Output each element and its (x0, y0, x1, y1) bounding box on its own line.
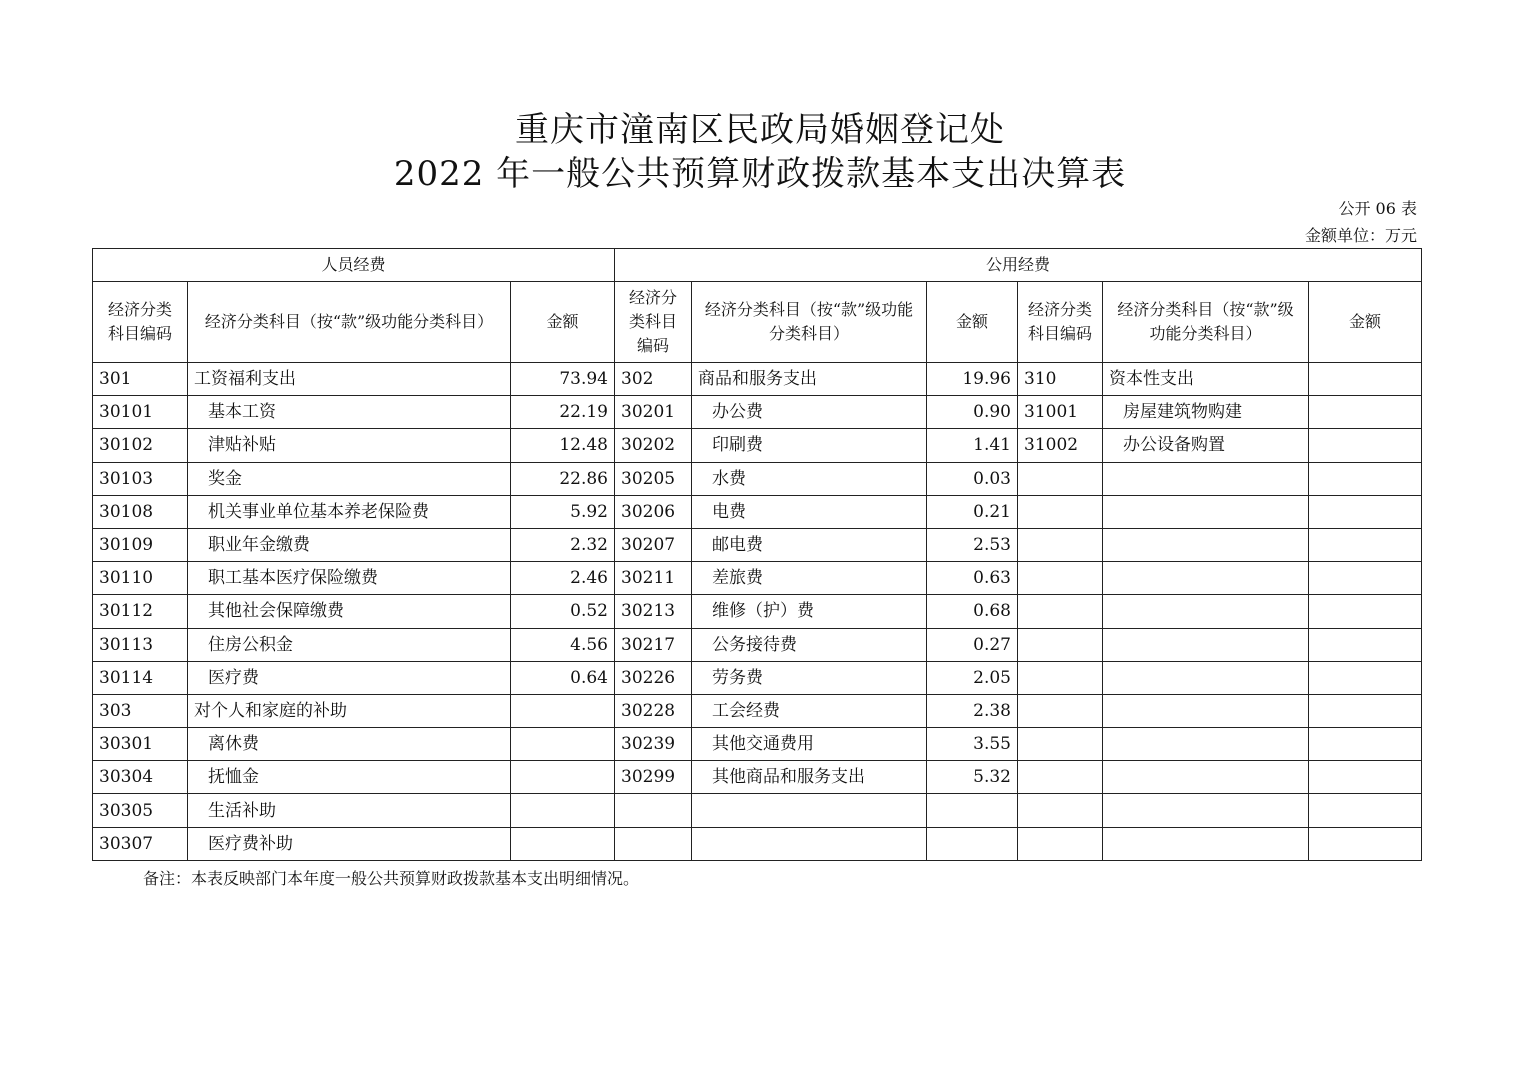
cell-code: 30101 (93, 396, 188, 429)
cell-amount (1309, 363, 1422, 396)
cell-name: 其他交通费用 (692, 728, 927, 761)
cell-amount (1309, 396, 1422, 429)
cell-code: 30112 (93, 595, 188, 628)
cell-amount: 3.55 (927, 728, 1018, 761)
table-row (93, 794, 1422, 827)
cell-code: 30110 (93, 562, 188, 595)
cell-code (1018, 495, 1103, 528)
cell-code: 30103 (93, 462, 188, 495)
cell-name (1103, 761, 1309, 794)
cell-amount: 0.68 (927, 595, 1018, 628)
cell-amount: 22.86 (511, 462, 615, 495)
cell-amount: 12.48 (511, 429, 615, 462)
amount-unit: 金额单位：万元 (1304, 226, 1417, 245)
table-row (93, 562, 1422, 595)
cell-amount: 5.32 (927, 761, 1018, 794)
cell-name: 房屋建筑物购建 (1103, 396, 1309, 429)
cell-amount (1309, 562, 1422, 595)
cell-code (1018, 595, 1103, 628)
cell-code: 31001 (1018, 396, 1103, 429)
cell-amount (511, 827, 615, 860)
header-name: 经济分类科目（按“款”级功能分类科目） (188, 282, 511, 363)
cell-code: 30202 (615, 429, 692, 462)
cell-name (1103, 595, 1309, 628)
cell-amount: 5.92 (511, 495, 615, 528)
cell-code (1018, 827, 1103, 860)
cell-amount (511, 794, 615, 827)
cell-code: 303 (93, 694, 188, 727)
cell-code (1018, 794, 1103, 827)
cell-code: 30299 (615, 761, 692, 794)
cell-name: 资本性支出 (1103, 363, 1309, 396)
cell-amount: 2.46 (511, 562, 615, 595)
header-code: 经济分类科目编码 (615, 282, 692, 363)
header-amount: 金额 (511, 282, 615, 363)
cell-name: 差旅费 (692, 562, 927, 595)
group-public: 公用经费 (615, 249, 1422, 282)
cell-code: 30102 (93, 429, 188, 462)
cell-name: 印刷费 (692, 429, 927, 462)
cell-name: 水费 (692, 462, 927, 495)
cell-code: 30109 (93, 528, 188, 561)
cell-amount (1309, 728, 1422, 761)
cell-amount (1309, 429, 1422, 462)
cell-name: 职业年金缴费 (188, 528, 511, 561)
table-row (93, 363, 1422, 396)
cell-name: 住房公积金 (188, 628, 511, 661)
header-name: 经济分类科目（按“款”级功能分类科目） (692, 282, 927, 363)
cell-code: 30217 (615, 628, 692, 661)
cell-name: 办公费 (692, 396, 927, 429)
cell-code: 30108 (93, 495, 188, 528)
cell-code (1018, 661, 1103, 694)
cell-code (1018, 562, 1103, 595)
cell-name (1103, 462, 1309, 495)
cell-name (1103, 827, 1309, 860)
header-name: 经济分类科目（按“款”级功能分类科目） (1103, 282, 1309, 363)
table-row (93, 595, 1422, 628)
cell-amount: 0.52 (511, 595, 615, 628)
cell-name: 职工基本医疗保险缴费 (188, 562, 511, 595)
cell-name (1103, 694, 1309, 727)
cell-amount (1309, 661, 1422, 694)
cell-amount: 0.64 (511, 661, 615, 694)
cell-name: 商品和服务支出 (692, 363, 927, 396)
cell-amount (1309, 761, 1422, 794)
cell-amount (1309, 462, 1422, 495)
cell-name: 工资福利支出 (188, 363, 511, 396)
header-code: 经济分类科目编码 (93, 282, 188, 363)
cell-code (1018, 462, 1103, 495)
cell-code: 30304 (93, 761, 188, 794)
cell-name: 基本工资 (188, 396, 511, 429)
table-row (93, 761, 1422, 794)
cell-amount: 19.96 (927, 363, 1018, 396)
column-header-row (93, 282, 1422, 363)
header-amount: 金额 (1309, 282, 1422, 363)
cell-name: 对个人和家庭的补助 (188, 694, 511, 727)
cell-amount: 2.38 (927, 694, 1018, 727)
cell-name (1103, 495, 1309, 528)
cell-name: 离休费 (188, 728, 511, 761)
cell-amount (511, 761, 615, 794)
table-row (93, 628, 1422, 661)
cell-code (1018, 728, 1103, 761)
cell-amount: 2.53 (927, 528, 1018, 561)
page-title-line2: 2022 年一般公共预算财政拨款基本支出决算表 (393, 154, 1127, 194)
cell-amount (511, 728, 615, 761)
cell-name: 医疗费补助 (188, 827, 511, 860)
cell-code (1018, 528, 1103, 561)
cell-amount (1309, 694, 1422, 727)
cell-amount: 73.94 (511, 363, 615, 396)
table-row (93, 429, 1422, 462)
cell-code: 302 (615, 363, 692, 396)
cell-name: 维修（护）费 (692, 595, 927, 628)
cell-amount: 0.21 (927, 495, 1018, 528)
cell-name: 奖金 (188, 462, 511, 495)
expenditure-table (92, 248, 1422, 861)
table-row (93, 694, 1422, 727)
cell-amount (1309, 595, 1422, 628)
cell-code: 30307 (93, 827, 188, 860)
table-row (93, 495, 1422, 528)
cell-name: 津贴补贴 (188, 429, 511, 462)
cell-amount (1309, 794, 1422, 827)
cell-name: 机关事业单位基本养老保险费 (188, 495, 511, 528)
cell-name: 医疗费 (188, 661, 511, 694)
cell-name: 其他社会保障缴费 (188, 595, 511, 628)
cell-code: 30207 (615, 528, 692, 561)
cell-code: 30305 (93, 794, 188, 827)
cell-code: 30228 (615, 694, 692, 727)
cell-name (1103, 728, 1309, 761)
cell-amount: 2.05 (927, 661, 1018, 694)
table-row (93, 528, 1422, 561)
cell-name (1103, 628, 1309, 661)
cell-name (1103, 794, 1309, 827)
cell-amount: 22.19 (511, 396, 615, 429)
cell-name: 生活补助 (188, 794, 511, 827)
cell-amount: 0.90 (927, 396, 1018, 429)
cell-name: 邮电费 (692, 528, 927, 561)
table-number: 公开 06 表 (1338, 199, 1417, 218)
table-row (93, 827, 1422, 860)
cell-amount: 0.03 (927, 462, 1018, 495)
cell-code (1018, 761, 1103, 794)
cell-code: 31002 (1018, 429, 1103, 462)
group-header-row (93, 249, 1422, 282)
cell-amount (927, 794, 1018, 827)
cell-code: 30301 (93, 728, 188, 761)
cell-amount (1309, 495, 1422, 528)
cell-code (1018, 628, 1103, 661)
cell-name (692, 827, 927, 860)
cell-name: 劳务费 (692, 661, 927, 694)
cell-code: 30201 (615, 396, 692, 429)
cell-amount: 2.32 (511, 528, 615, 561)
cell-name: 抚恤金 (188, 761, 511, 794)
cell-name: 电费 (692, 495, 927, 528)
header-amount: 金额 (927, 282, 1018, 363)
header-code: 经济分类科目编码 (1018, 282, 1103, 363)
cell-name (1103, 528, 1309, 561)
cell-code: 30113 (93, 628, 188, 661)
cell-amount (511, 694, 615, 727)
cell-name: 办公设备购置 (1103, 429, 1309, 462)
cell-amount: 0.63 (927, 562, 1018, 595)
cell-code: 30226 (615, 661, 692, 694)
cell-name (1103, 661, 1309, 694)
cell-amount (927, 827, 1018, 860)
cell-name (1103, 562, 1309, 595)
cell-code: 30213 (615, 595, 692, 628)
cell-name: 工会经费 (692, 694, 927, 727)
cell-amount: 0.27 (927, 628, 1018, 661)
cell-code: 301 (93, 363, 188, 396)
cell-code: 30114 (93, 661, 188, 694)
cell-code: 30205 (615, 462, 692, 495)
cell-code (1018, 694, 1103, 727)
table-row (93, 728, 1422, 761)
cell-code: 30211 (615, 562, 692, 595)
cell-amount (1309, 827, 1422, 860)
cell-amount (1309, 628, 1422, 661)
cell-code: 310 (1018, 363, 1103, 396)
group-personnel: 人员经费 (93, 249, 615, 282)
footnote: 备注：本表反映部门本年度一般公共预算财政拨款基本支出明细情况。 (143, 869, 640, 888)
cell-code (615, 827, 692, 860)
cell-name (692, 794, 927, 827)
cell-code: 30239 (615, 728, 692, 761)
page-title-line1: 重庆市潼南区民政局婚姻登记处 (515, 110, 1005, 150)
table-row (93, 396, 1422, 429)
cell-amount: 4.56 (511, 628, 615, 661)
cell-code (615, 794, 692, 827)
cell-code: 30206 (615, 495, 692, 528)
cell-name: 其他商品和服务支出 (692, 761, 927, 794)
cell-amount (1309, 528, 1422, 561)
cell-name: 公务接待费 (692, 628, 927, 661)
table-row (93, 661, 1422, 694)
table-row (93, 462, 1422, 495)
cell-amount: 1.41 (927, 429, 1018, 462)
